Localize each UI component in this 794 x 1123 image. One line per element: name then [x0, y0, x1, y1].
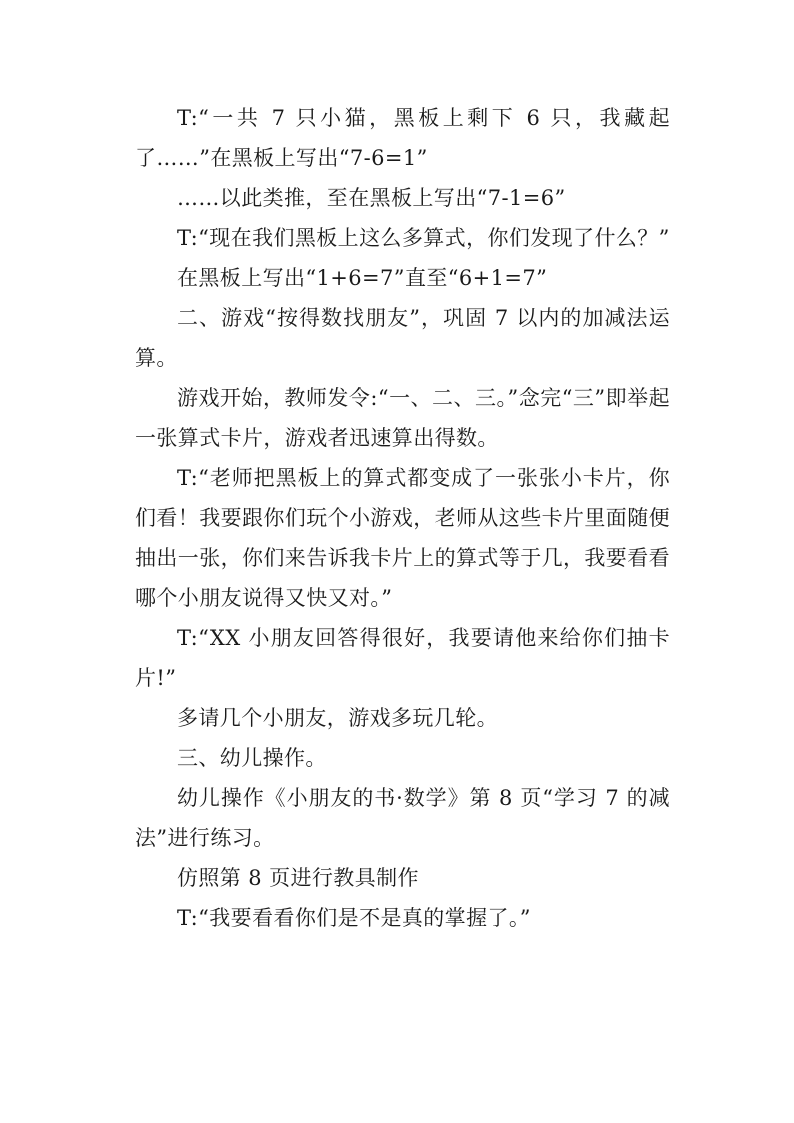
- section-heading-operation: 三、幼儿操作。: [177, 746, 327, 770]
- paragraph-4: 在黑板上写出“1+6=7”直至“6+1=7”: [177, 266, 548, 290]
- paragraph-2: ……以此类推，至在黑板上写出“7-1=6”: [177, 186, 566, 210]
- paragraph-13: T:“我要看看你们是不是真的掌握了。”: [177, 906, 531, 930]
- paragraph-1: T:“一共 7 只小猫，黑板上剩下 6 只，我藏起了……”在黑板上写出“7-6=1”: [135, 106, 670, 170]
- paragraph-12: 仿照第 8 页进行教具制作: [177, 866, 419, 890]
- section-heading-game: 二、游戏“按得数找朋友”，巩固 7 以内的加减法运算。: [135, 306, 670, 370]
- paragraph-9: 多请几个小朋友，游戏多玩几轮。: [177, 706, 498, 730]
- paragraph-3: T:“现在我们黑板上这么多算式，你们发现了什么？”: [177, 226, 670, 250]
- document-body: [135, 98, 670, 938]
- paragraph-7: T:“老师把黑板上的算式都变成了一张张小卡片，你们看！我要跟你们玩个小游戏，老师从这些卡片里面随便抽出一张，你们来告诉我卡片上的算式等于几，我要看看哪个小朋友说得又快又对。”: [135, 466, 670, 610]
- paragraph-8: T:“XX 小朋友回答得很好，我要请他来给你们抽卡片!”: [135, 626, 670, 690]
- paragraph-11: 幼儿操作《小朋友的书·数学》第 8 页“学习 7 的减法”进行练习。: [135, 786, 670, 850]
- paragraph-6: 游戏开始，教师发令:“一、二、三。”念完“三”即举起一张算式卡片，游戏者迅速算出得数。: [135, 386, 670, 450]
